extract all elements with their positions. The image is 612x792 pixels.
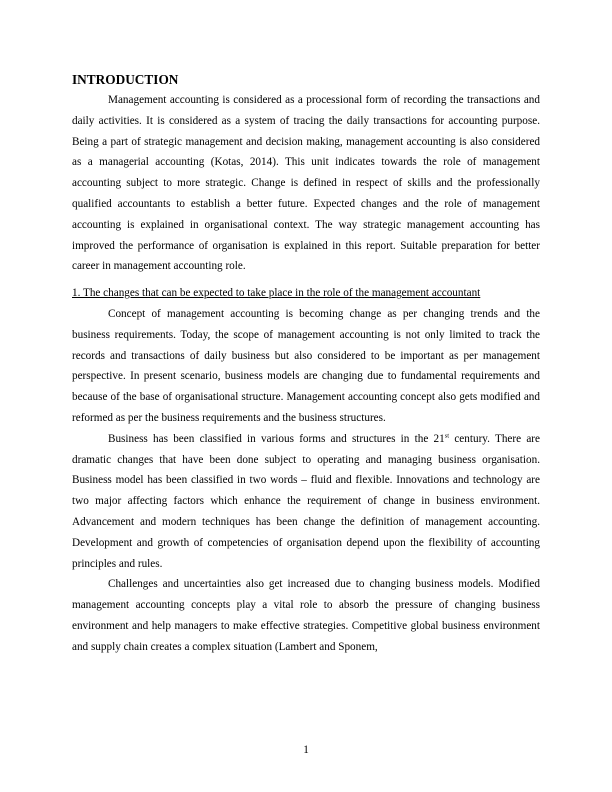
section-1-paragraph-2 — [72, 429, 540, 575]
intro-paragraph: Management accounting is considered as a processional form of recording the transactions and daily activities. It is considered as a system of tracing the daily transactions for accounting purpose. Being a part of strategic management and decision making, management accounting is also considered as a managerial accounting (Kotas, 2014). This unit indicates towards the role of management accounting subject to more strategic. Change is defined in respect of skills and the professionally qualified accountants to establish a better future. Expected changes and the role of management accounting is explained in organisational context. The way strategic management accounting has improved the performance of organisation is explained in this report. Suitable preparation for better career in management accounting role. — [72, 94, 540, 273]
document-page — [72, 70, 540, 658]
ordinal-suffix: st — [444, 432, 450, 440]
section-1-paragraph-1: Concept of management accounting is becoming change as per changing trends and the business requirements. Today, the scope of management accounting is not only limited to track the records and transactions of daily business but also considered to be important as per management perspective. In present scenario, business models are changing due to fundamental requirements and because of the base of organisational structure. Management accounting concept also gets modified and reformed as per the business requirements and the business structures. — [72, 307, 540, 424]
paragraph-2-rest: century. There are dramatic changes that have been done subject to operating and managing business organisation. Business model has been classified in two words – fluid and flexible. Innovations and technology are two major affecting factors which enhance the requirement of change in business environment. Advancement and modern techniques has been change the definition of management accounting. Development and growth of competencies of organisation depend upon the flexibility of accounting principles and rules. — [72, 432, 540, 570]
introduction-heading: INTRODUCTION — [72, 72, 179, 87]
section-1-heading: 1. The changes that can be expected to take place in the role of the management accountant — [72, 287, 481, 300]
paragraph-2-start: Business has been classified in various forms and structures in the 21 — [108, 432, 445, 445]
section-1-paragraph-3: Challenges and uncertainties also get increased due to changing business models. Modified management accounting concepts play a vital role to absorb the pressure of changing business environment and help managers to make effective strategies. Competitive global business environment and supply chain creates a complex situation (Lambert and Sponem, — [72, 578, 540, 653]
page-number: 1 — [303, 744, 309, 756]
